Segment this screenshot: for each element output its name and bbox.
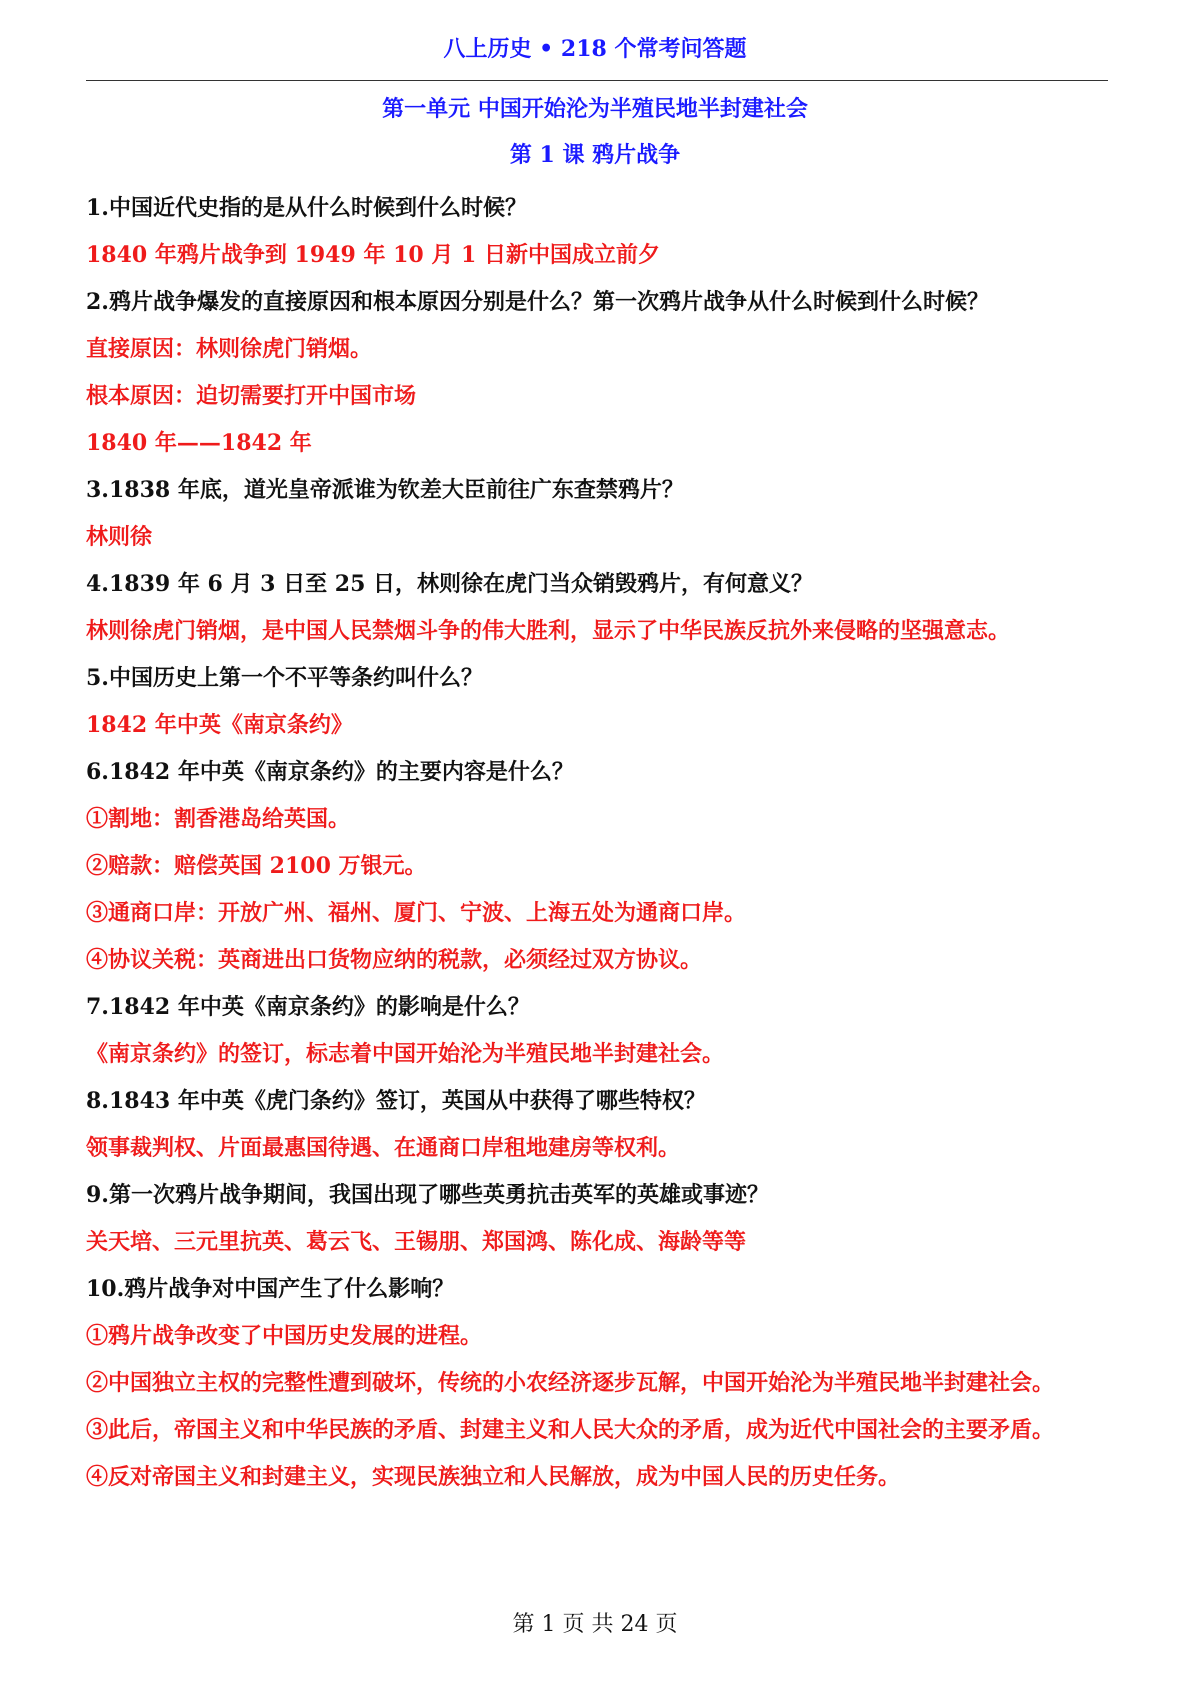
question-7: 7.1842 年中英《南京条约》的影响是什么？ — [86, 994, 530, 1020]
footer-page-number: 1 — [541, 1612, 556, 1637]
footer-prefix: 第 — [512, 1612, 535, 1637]
answer-6-item-3: ③通商口岸：开放广州、福州、厦门、宁波、上海五处为通商口岸。 — [86, 900, 747, 926]
document-header-title: 八上历史 • 218 个常考问答题 — [443, 36, 747, 62]
question-9: 9.第一次鸦片战争期间，我国出现了哪些英勇抗击英军的英雄或事迹？ — [86, 1182, 769, 1208]
answer-2-direct-cause: 直接原因：林则徐虎门销烟。 — [86, 336, 373, 362]
question-10: 10.鸦片战争对中国产生了什么影响？ — [86, 1276, 455, 1302]
answer-7: 《南京条约》的签订，标志着中国开始沦为半殖民地半封建社会。 — [86, 1041, 725, 1067]
answer-5: 1842 年中英《南京条约》 — [86, 712, 353, 738]
question-6: 6.1842 年中英《南京条约》的主要内容是什么？ — [86, 759, 574, 785]
footer-suffix: 页 — [655, 1612, 678, 1637]
answer-10-item-3: ③此后，帝国主义和中华民族的矛盾、封建主义和人民大众的矛盾，成为近代中国社会的主要矛盾。 — [86, 1417, 1055, 1443]
answer-4: 林则徐虎门销烟，是中国人民禁烟斗争的伟大胜利，显示了中华民族反抗外来侵略的坚强意志。 — [86, 618, 1011, 644]
header-divider — [86, 80, 1108, 81]
unit-title: 第一单元 中国开始沦为半殖民地半封建社会 — [382, 96, 808, 122]
answer-2-period: 1840 年——1842 年 — [86, 430, 312, 456]
answer-6-item-4: ④协议关税：英商进出口货物应纳的税款，必须经过双方协议。 — [86, 947, 703, 973]
question-1: 1.中国近代史指的是从什么时候到什么时候？ — [86, 195, 527, 221]
answer-2-root-cause: 根本原因：迫切需要打开中国市场 — [86, 383, 417, 409]
question-2: 2.鸦片战争爆发的直接原因和根本原因分别是什么？第一次鸦片战争从什么时候到什么时候？ — [86, 289, 989, 315]
answer-10-item-1: ①鸦片战争改变了中国历史发展的进程。 — [86, 1323, 483, 1349]
footer-mid: 页 共 — [562, 1612, 614, 1637]
lesson-title: 第 1 课 鸦片战争 — [509, 142, 681, 168]
question-8: 8.1843 年中英《虎门条约》签订，英国从中获得了哪些特权？ — [86, 1088, 706, 1114]
question-5: 5.中国历史上第一个不平等条约叫什么？ — [86, 665, 483, 691]
answer-8: 领事裁判权、片面最惠国待遇、在通商口岸租地建房等权利。 — [86, 1135, 681, 1161]
answer-9: 关天培、三元里抗英、葛云飞、王锡朋、郑国鸿、陈化成、海龄等等 — [86, 1229, 747, 1255]
answer-6-item-1: ①割地：割香港岛给英国。 — [86, 806, 351, 832]
answer-1: 1840 年鸦片战争到 1949 年 10 月 1 日新中国成立前夕 — [86, 242, 660, 268]
footer-total-pages: 24 — [620, 1612, 649, 1637]
answer-10-item-4: ④反对帝国主义和封建主义，实现民族独立和人民解放，成为中国人民的历史任务。 — [86, 1464, 901, 1490]
answer-6-item-2: ②赔款：赔偿英国 2100 万银元。 — [86, 853, 427, 879]
answer-10-item-2: ②中国独立主权的完整性遭到破坏，传统的小农经济逐步瓦解，中国开始沦为半殖民地半封建社会。 — [86, 1370, 1055, 1396]
question-3: 3.1838 年底，道光皇帝派谁为钦差大臣前往广东查禁鸦片？ — [86, 477, 684, 503]
page-footer — [0, 1608, 1190, 1642]
question-4: 4.1839 年 6 月 3 日至 25 日，林则徐在虎门当众销毁鸦片，有何意义？ — [86, 571, 814, 597]
qa-content — [86, 185, 1110, 1501]
answer-3: 林则徐 — [86, 524, 153, 550]
